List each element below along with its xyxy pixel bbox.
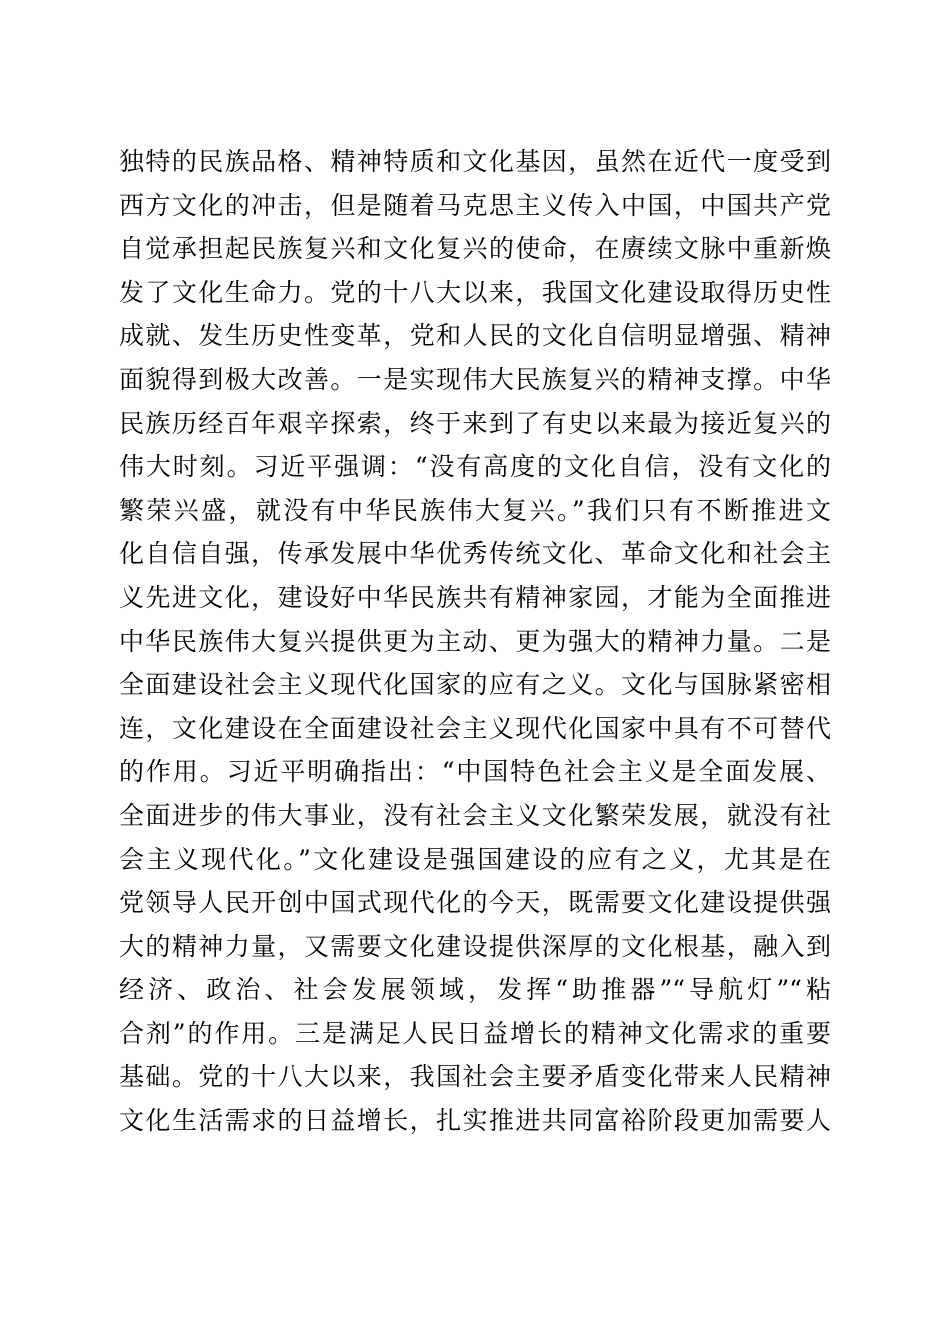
text-line: 党领导人民开创中国式现代化的今天，既需要文化建设提供强 xyxy=(119,888,831,918)
text-line: 发了文化生命力。党的十八大以来，我国文化建设取得历史性 xyxy=(119,277,831,307)
text-line: 全面进步的伟大事业，没有社会主义文化繁荣发展，就没有社 xyxy=(119,800,831,830)
text-line: 西方文化的冲击，但是随着马克思主义传入中国，中国共产党 xyxy=(119,190,831,220)
text-line: 中华民族伟大复兴提供更为主动、更为强大的精神力量。二是 xyxy=(119,626,831,656)
text-line: 合剂”的作用。三是满足人民日益增长的精神文化需求的重要 xyxy=(119,1018,831,1048)
text-line: 全面建设社会主义现代化国家的应有之义。文化与国脉紧密相 xyxy=(119,670,831,700)
text-line: 连，文化建设在全面建设社会主义现代化国家中具有不可替代 xyxy=(119,713,831,743)
text-line: 繁荣兴盛，就没有中华民族伟大复兴。”我们只有不断推进文 xyxy=(119,495,831,525)
text-line: 的作用。习近平明确指出：“中国特色社会主义是全面发展、 xyxy=(119,757,831,787)
text-line: 自觉承担起民族复兴和文化复兴的使命，在赓续文脉中重新焕 xyxy=(119,234,831,264)
text-line: 面貌得到极大改善。一是实现伟大民族复兴的精神支撑。中华 xyxy=(119,364,831,394)
text-line: 伟大时刻。习近平强调：“没有高度的文化自信，没有文化的 xyxy=(119,452,831,482)
text-line: 独特的民族品格、精神特质和文化基因，虽然在近代一度受到 xyxy=(119,147,831,176)
text-line: 经济、政治、社会发展领域，发挥“助推器”“导航灯”“粘 xyxy=(119,975,831,1005)
text-line: 基础。党的十八大以来，我国社会主要矛盾变化带来人民精神 xyxy=(119,1062,831,1092)
text-line: 义先进文化，建设好中华民族共有精神家园，才能为全面推进 xyxy=(119,582,831,612)
text-line: 成就、发生历史性变革，党和人民的文化自信明显增强、精神 xyxy=(119,321,831,351)
text-line: 文化生活需求的日益增长，扎实推进共同富裕阶段更加需要人 xyxy=(119,1106,831,1136)
text-line: 会主义现代化。”文化建设是强国建设的应有之义，尤其是在 xyxy=(119,844,831,874)
text-line: 化自信自强，传承发展中华优秀传统文化、革命文化和社会主 xyxy=(119,539,831,569)
body-paragraph xyxy=(119,140,831,1143)
text-line: 民族历经百年艰辛探索，终于来到了有史以来最为接近复兴的 xyxy=(119,408,831,438)
text-line: 大的精神力量，又需要文化建设提供深厚的文化根基，融入到 xyxy=(119,931,831,961)
